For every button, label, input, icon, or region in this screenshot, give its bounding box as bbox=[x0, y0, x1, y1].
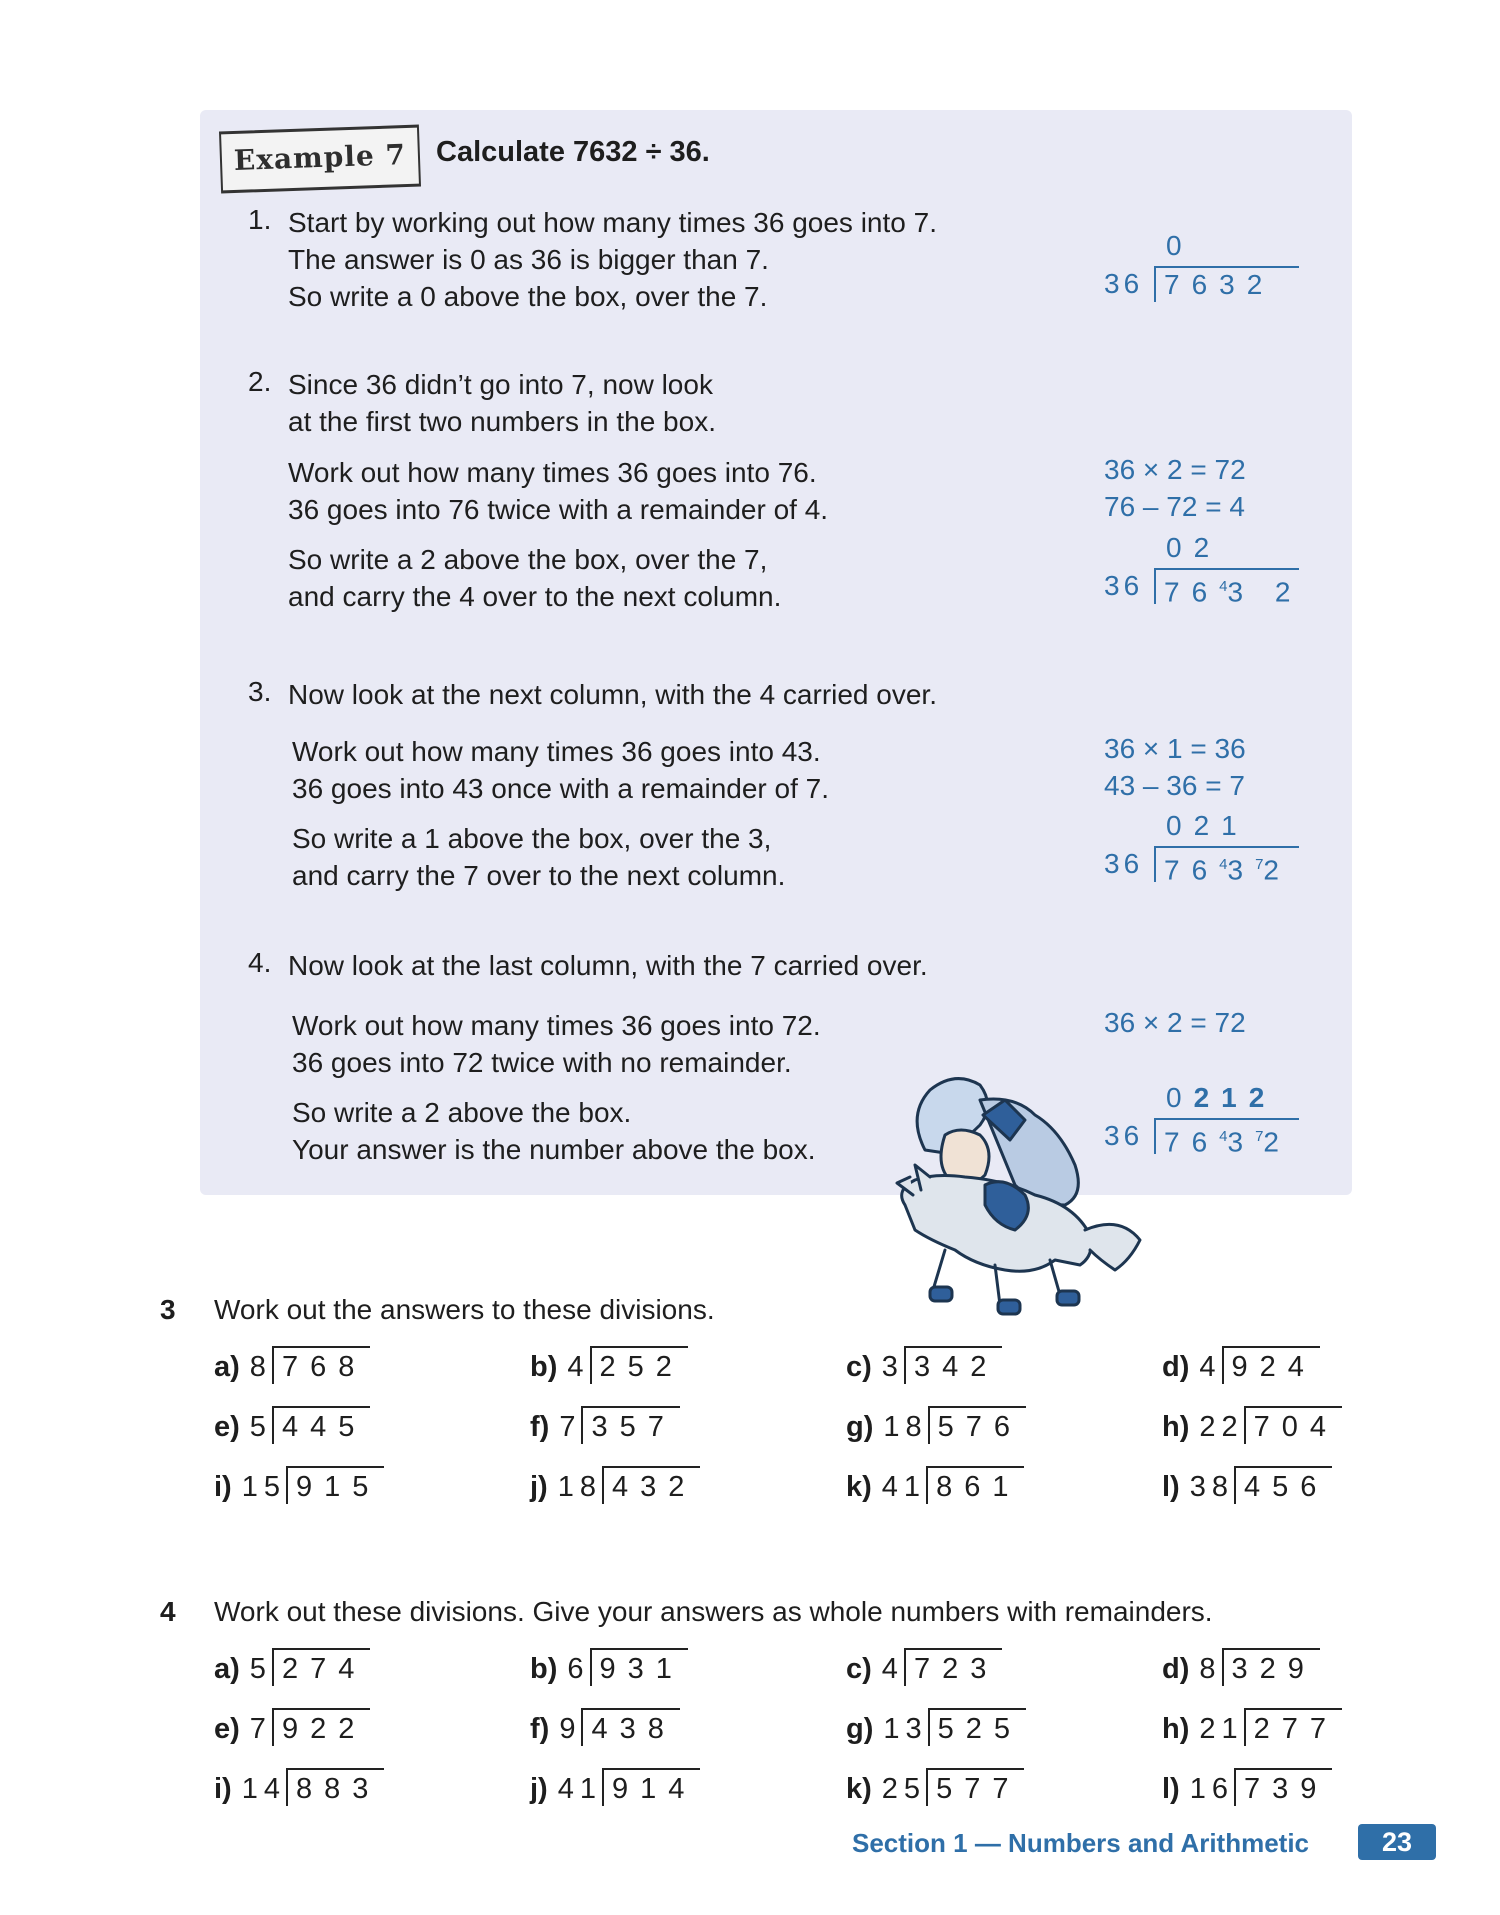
problem-dividend: 357 bbox=[581, 1406, 679, 1444]
division-step-3 bbox=[1104, 810, 1294, 890]
problem-divisor: 41 bbox=[881, 1471, 927, 1503]
division-problem bbox=[214, 1708, 370, 1752]
division-problem bbox=[214, 1406, 370, 1450]
problem-dividend: 438 bbox=[581, 1708, 679, 1746]
step-1-line-2: The answer is 0 as 36 is bigger than 7. bbox=[288, 244, 769, 275]
quotient: 021 bbox=[1166, 810, 1249, 841]
division-step-1 bbox=[1104, 230, 1294, 310]
division-problem bbox=[846, 1406, 1026, 1450]
step-3-line-a1: Now look at the next column, with the 4 carried over. bbox=[288, 679, 937, 710]
knight-on-horse-illustration bbox=[885, 1065, 1155, 1325]
problem-divisor: 25 bbox=[881, 1773, 927, 1805]
problem-dividend: 931 bbox=[590, 1648, 688, 1686]
problem-divisor: 4 bbox=[567, 1351, 590, 1383]
problem-label: h) bbox=[1162, 1713, 1190, 1745]
step-3-line-b2: 36 goes into 43 once with a remainder of 7. bbox=[292, 773, 830, 804]
problem-dividend: 432 bbox=[602, 1466, 700, 1504]
problem-label: j) bbox=[530, 1471, 548, 1503]
problem-divisor: 22 bbox=[1199, 1411, 1244, 1443]
question-4-number: 4 bbox=[160, 1596, 176, 1627]
division-problem bbox=[214, 1648, 370, 1692]
step-4-line-a1: Now look at the last column, with the 7 carried over. bbox=[288, 950, 928, 981]
problem-divisor: 18 bbox=[883, 1411, 928, 1443]
problem-divisor: 5 bbox=[249, 1653, 272, 1685]
problem-label: d) bbox=[1162, 1653, 1190, 1685]
problem-divisor: 18 bbox=[557, 1471, 602, 1503]
division-problem bbox=[1162, 1346, 1320, 1390]
problem-label: g) bbox=[846, 1713, 874, 1745]
problem-label: h) bbox=[1162, 1411, 1190, 1443]
division-problem bbox=[530, 1768, 700, 1812]
problem-dividend: 739 bbox=[1234, 1768, 1332, 1806]
section-footer: Section 1 — Numbers and Arithmetic bbox=[852, 1828, 1310, 1858]
problem-dividend: 456 bbox=[1234, 1466, 1332, 1504]
step-3-calc-1: 36 × 1 = 36 bbox=[1104, 733, 1246, 764]
problem-label: d) bbox=[1162, 1351, 1190, 1383]
step-2-line-b2: 36 goes into 76 twice with a remainder of 4. bbox=[288, 494, 829, 525]
problem-divisor: 14 bbox=[241, 1773, 286, 1805]
problem-dividend: 915 bbox=[286, 1466, 384, 1504]
division-problem bbox=[846, 1648, 1002, 1692]
problem-label: f) bbox=[530, 1411, 550, 1443]
dividend-with-carry: $76^43^72$ bbox=[1154, 846, 1299, 882]
division-step-2 bbox=[1104, 532, 1303, 612]
page-number: 23 bbox=[1358, 1824, 1436, 1860]
problem-label: b) bbox=[530, 1653, 558, 1685]
step-3-line-c1: So write a 1 above the box, over the 3, bbox=[292, 823, 772, 854]
step-1-line-3: So write a 0 above the box, over the 7. bbox=[288, 281, 768, 312]
division-problem bbox=[214, 1466, 384, 1510]
step-2-calc-1: 36 × 2 = 72 bbox=[1104, 454, 1246, 485]
divisor: 36 bbox=[1104, 1120, 1144, 1151]
example-stamp: Example 7 bbox=[219, 125, 421, 194]
problem-divisor: 21 bbox=[1199, 1713, 1244, 1745]
problem-divisor: 15 bbox=[241, 1471, 286, 1503]
problem-divisor: 38 bbox=[1189, 1471, 1234, 1503]
step-4-number: 4. bbox=[248, 947, 272, 978]
problem-dividend: 525 bbox=[928, 1708, 1026, 1746]
division-problem bbox=[1162, 1648, 1320, 1692]
problem-dividend: 445 bbox=[272, 1406, 370, 1444]
division-problem bbox=[530, 1406, 680, 1450]
problem-divisor: 7 bbox=[559, 1411, 582, 1443]
problem-label: j) bbox=[530, 1773, 548, 1805]
problem-dividend: 723 bbox=[904, 1648, 1002, 1686]
problem-label: i) bbox=[214, 1471, 232, 1503]
problem-divisor: 4 bbox=[881, 1653, 904, 1685]
problem-label: c) bbox=[846, 1351, 872, 1383]
problem-divisor: 5 bbox=[249, 1411, 272, 1443]
step-4-line-c1: So write a 2 above the box. bbox=[292, 1097, 632, 1128]
problem-dividend: 704 bbox=[1244, 1406, 1342, 1444]
division-problem bbox=[846, 1346, 1002, 1390]
problem-dividend: 277 bbox=[1244, 1708, 1342, 1746]
step-2-line-c1: So write a 2 above the box, over the 7, bbox=[288, 544, 768, 575]
problem-dividend: 924 bbox=[1222, 1346, 1320, 1384]
step-4-line-c2: Your answer is the number above the box. bbox=[292, 1134, 816, 1165]
problem-label: e) bbox=[214, 1411, 240, 1443]
step-3-calc-2: 43 – 36 = 7 bbox=[1104, 770, 1245, 801]
problem-dividend: 914 bbox=[602, 1768, 700, 1806]
problem-divisor: 41 bbox=[557, 1773, 602, 1805]
step-4-line-b1: Work out how many times 36 goes into 72. bbox=[292, 1010, 821, 1041]
problem-divisor: 7 bbox=[249, 1713, 272, 1745]
problem-label: e) bbox=[214, 1713, 240, 1745]
problem-label: k) bbox=[846, 1471, 872, 1503]
problem-dividend: 252 bbox=[590, 1346, 688, 1384]
dividend-with-carry: $76^43$ 2 bbox=[1154, 568, 1299, 604]
step-2-line-a1: Since 36 didn’t go into 7, now look bbox=[288, 369, 713, 400]
division-problem bbox=[1162, 1708, 1342, 1752]
division-problem bbox=[530, 1466, 700, 1510]
division-problem bbox=[530, 1708, 680, 1752]
division-problem bbox=[1162, 1466, 1332, 1510]
problem-label: a) bbox=[214, 1653, 240, 1685]
problem-divisor: 8 bbox=[249, 1351, 272, 1383]
division-problem bbox=[214, 1346, 370, 1390]
problem-label: f) bbox=[530, 1713, 550, 1745]
step-2-line-b1: Work out how many times 36 goes into 76. bbox=[288, 457, 817, 488]
step-2-line-c2: and carry the 4 over to the next column. bbox=[288, 581, 782, 612]
division-problem bbox=[846, 1466, 1024, 1510]
division-problem bbox=[214, 1768, 384, 1812]
question-4-text: Work out these divisions. Give your answers as whole numbers with remainders. bbox=[214, 1596, 1213, 1627]
division-problem bbox=[846, 1768, 1024, 1812]
step-1-line-1: Start by working out how many times 36 goes into 7. bbox=[288, 207, 937, 238]
divisor: 36 bbox=[1104, 848, 1144, 879]
division-problem bbox=[530, 1346, 688, 1390]
step-4-line-b2: 36 goes into 72 twice with no remainder. bbox=[292, 1047, 792, 1078]
problem-label: g) bbox=[846, 1411, 874, 1443]
dividend: 7632 bbox=[1154, 266, 1299, 302]
problem-divisor: 4 bbox=[1199, 1351, 1222, 1383]
question-3-number: 3 bbox=[160, 1294, 176, 1325]
division-problem bbox=[530, 1648, 688, 1692]
problem-label: a) bbox=[214, 1351, 240, 1383]
problem-dividend: 577 bbox=[926, 1768, 1024, 1806]
problem-dividend: 329 bbox=[1222, 1648, 1320, 1686]
dividend-with-carry: $76^43^72$ bbox=[1154, 1118, 1299, 1154]
problem-label: l) bbox=[1162, 1773, 1180, 1805]
step-1-number: 1. bbox=[248, 204, 272, 235]
problem-label: k) bbox=[846, 1773, 872, 1805]
quotient bbox=[1166, 1082, 1276, 1114]
step-2-line-a2: at the first two numbers in the box. bbox=[288, 406, 716, 437]
problem-label: i) bbox=[214, 1773, 232, 1805]
problem-dividend: 274 bbox=[272, 1648, 370, 1686]
problem-divisor: 6 bbox=[567, 1653, 590, 1685]
problem-dividend: 576 bbox=[928, 1406, 1026, 1444]
step-3-number: 3. bbox=[248, 676, 272, 707]
step-2-number: 2. bbox=[248, 366, 272, 397]
quotient-zero: 0 bbox=[1166, 1082, 1194, 1113]
step-3-line-b1: Work out how many times 36 goes into 43. bbox=[292, 736, 821, 767]
problem-divisor: 16 bbox=[1189, 1773, 1234, 1805]
question-3-text: Work out the answers to these divisions. bbox=[214, 1294, 715, 1325]
step-2-calc-2: 76 – 72 = 4 bbox=[1104, 491, 1245, 522]
problem-label: b) bbox=[530, 1351, 558, 1383]
quotient: 0 bbox=[1166, 230, 1194, 261]
division-problem bbox=[846, 1708, 1026, 1752]
problem-dividend: 883 bbox=[286, 1768, 384, 1806]
problem-dividend: 768 bbox=[272, 1346, 370, 1384]
division-problem bbox=[1162, 1406, 1342, 1450]
problem-divisor: 3 bbox=[881, 1351, 904, 1383]
step-3-line-c2: and carry the 7 over to the next column. bbox=[292, 860, 786, 891]
divisor: 36 bbox=[1104, 268, 1144, 299]
problem-dividend: 342 bbox=[904, 1346, 1002, 1384]
step-4-calc-1: 36 × 2 = 72 bbox=[1104, 1007, 1246, 1038]
problem-dividend: 861 bbox=[926, 1466, 1024, 1504]
problem-label: l) bbox=[1162, 1471, 1180, 1503]
quotient: 02 bbox=[1166, 532, 1222, 563]
problem-dividend: 922 bbox=[272, 1708, 370, 1746]
problem-divisor: 9 bbox=[559, 1713, 582, 1745]
example-title: Calculate 7632 ÷ 36. bbox=[436, 136, 710, 168]
quotient-answer: 212 bbox=[1193, 1082, 1277, 1113]
problem-divisor: 8 bbox=[1199, 1653, 1222, 1685]
division-problem bbox=[1162, 1768, 1332, 1812]
problem-divisor: 13 bbox=[883, 1713, 928, 1745]
problem-label: c) bbox=[846, 1653, 872, 1685]
divisor: 36 bbox=[1104, 570, 1144, 601]
